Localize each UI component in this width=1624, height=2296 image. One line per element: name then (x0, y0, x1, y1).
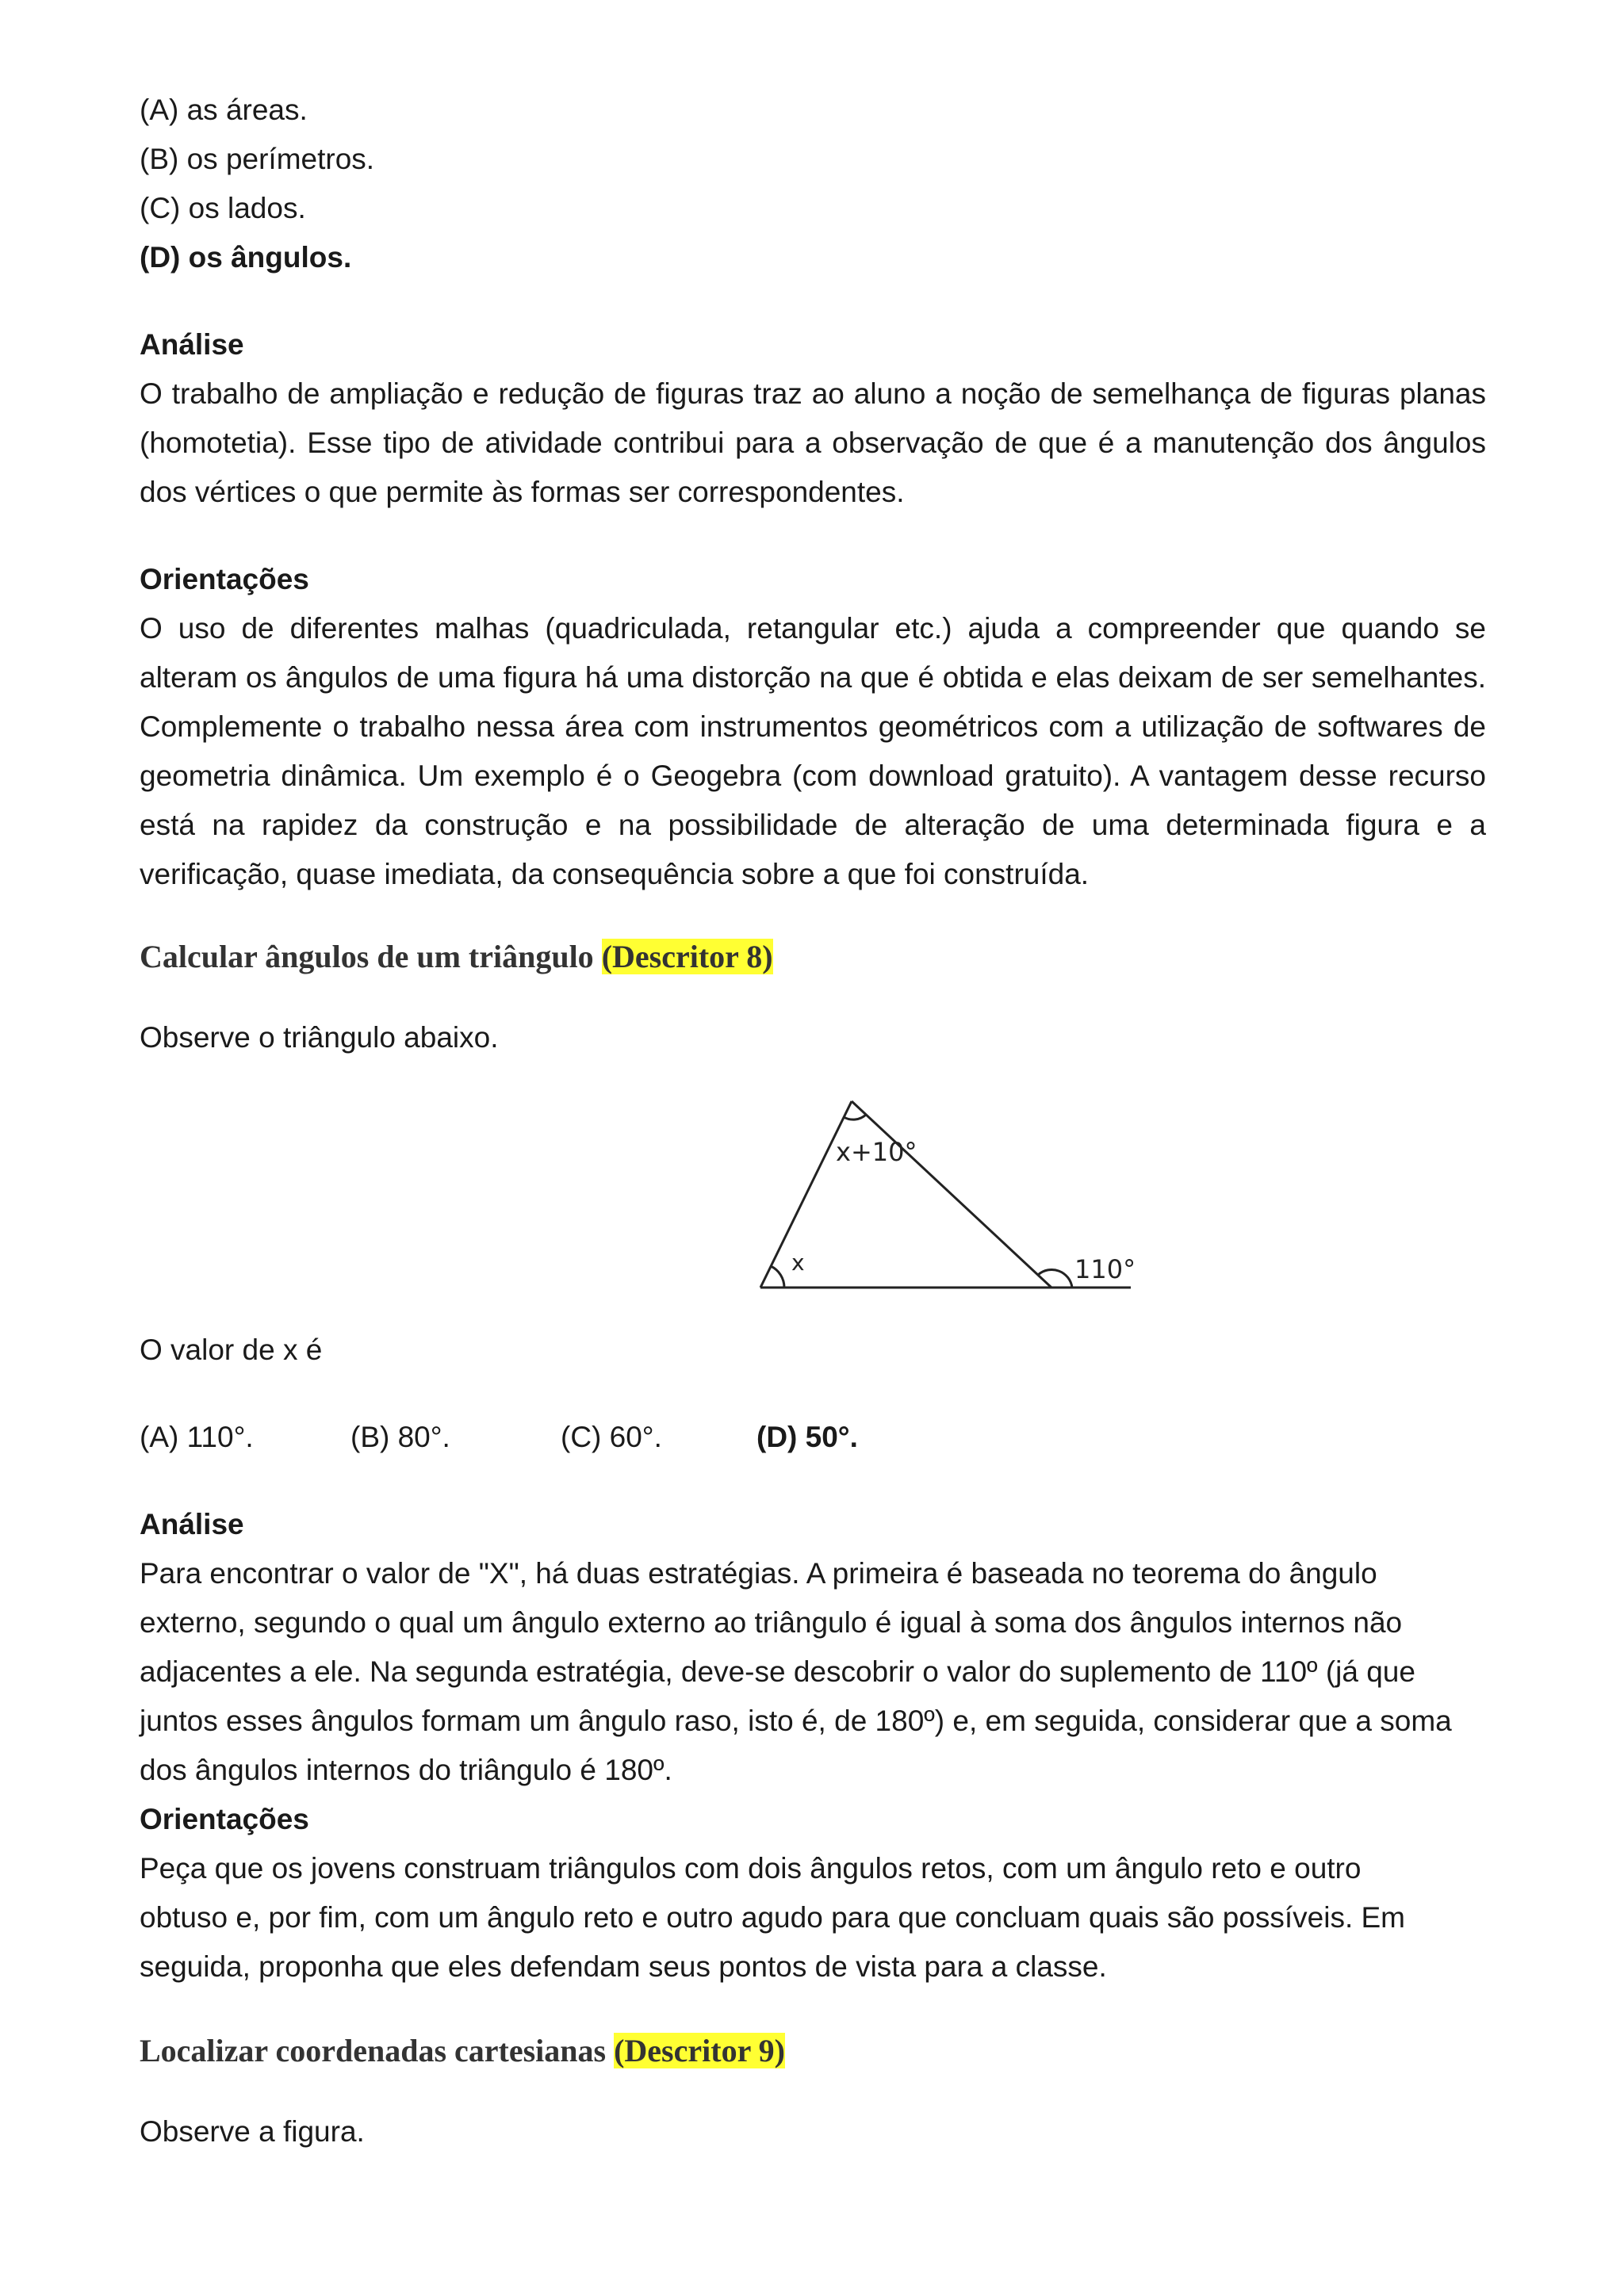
document-page (140, 86, 1486, 2156)
descriptor-badge: (Descritor 8) (601, 939, 773, 974)
analise-line-4: juntos esses ângulos formam um ângulo raso, isto é, de 180º) e, em seguida, considerar que a soma (140, 1705, 1452, 1737)
triangle-figure (140, 1073, 1486, 1319)
analise-line-1: Para encontrar o valor de "X", há duas estratégias. A primeira é baseada no teorema do ângulo (140, 1557, 1377, 1590)
option-a: (A) as áreas. (140, 94, 308, 126)
section-heading-text: Calcular ângulos de um triângulo (140, 939, 594, 974)
orientacoes-title: Orientações (140, 563, 309, 595)
option-c: (C) os lados. (140, 192, 306, 224)
answer-c: (C) 60°. (561, 1421, 662, 1453)
label-left-angle: x (791, 1249, 805, 1276)
option-b: (B) os perímetros. (140, 143, 375, 175)
analise-text: O trabalho de ampliação e redução de figuras traz ao aluno a noção de semelhança de figuras planas (homotetia). Esse tipo de atividade contribui para a observação de que é a manutenção dos ângulos dos vértices o que permite às formas ser correspondentes. (140, 377, 1486, 508)
figure-intro: Observe a figura. (140, 2115, 365, 2148)
angle-arc-top (844, 1115, 866, 1119)
triangle-right-side (852, 1101, 1051, 1288)
analise-line-2: externo, segundo o qual um ângulo externo ao triângulo é igual à soma dos ângulos internos não (140, 1606, 1403, 1639)
orientacoes-title-8: Orientações (140, 1803, 309, 1835)
question-text: O valor de x é (140, 1334, 323, 1366)
triangle-left-side (760, 1101, 852, 1288)
analise-line-5: dos ângulos internos do triângulo é 180º. (140, 1754, 672, 1786)
angle-arc-left (771, 1266, 784, 1288)
label-top-angle: x+10° (836, 1137, 917, 1167)
answer-d-correct: (D) 50°. (756, 1421, 858, 1453)
answer-options (140, 1413, 1486, 1462)
analise-line-3: adjacentes a ele. Na segunda estratégia, deve-se descobrir o valor do suplemento de 110º (já que (140, 1655, 1415, 1688)
section-heading-descritor-8 (140, 932, 1486, 982)
section-heading-text-9: Localizar coordenadas cartesianas (140, 2033, 607, 2068)
analise-title: Análise (140, 328, 244, 361)
label-exterior-angle: 110° (1074, 1254, 1136, 1284)
section-heading-descritor-9 (140, 2026, 1486, 2076)
triangle-intro: Observe o triângulo abaixo. (140, 1021, 499, 1054)
descriptor-badge-9: (Descritor 9) (614, 2033, 785, 2068)
orientacoes-text: O uso de diferentes malhas (quadriculada, retangular etc.) ajuda a compreender que quando se alteram os ângulos de uma figura há uma distorção na que é obtida e elas deixam de ser semelhantes. Complemente o trabalho nessa área com instrumentos geométricos com a utilização de softwares de geometria dinâmica. Um exemplo é o Geogebra (com download gratuito). A vantagem desse recurso está na rapidez da construção e na possibilidade de alteração de uma determinada figura e a verificação, quase imediata, da consequência sobre a que foi construída. (140, 612, 1486, 890)
answer-b: (B) 80°. (350, 1421, 450, 1453)
triangle-diagram (615, 1073, 1136, 1311)
option-d-correct: (D) os ângulos. (140, 241, 352, 274)
orientacoes-line-2: obtuso e, por fim, com um ângulo reto e outro agudo para que concluam quais são possíveis. Em (140, 1901, 1406, 1934)
answer-a: (A) 110°. (140, 1421, 254, 1453)
orientacoes-line-1: Peça que os jovens construam triângulos com dois ângulos retos, com um ângulo reto e outro (140, 1852, 1362, 1885)
analise-title-8: Análise (140, 1508, 244, 1540)
orientacoes-line-3: seguida, proponha que eles defendam seus pontos de vista para a classe. (140, 1950, 1107, 1983)
